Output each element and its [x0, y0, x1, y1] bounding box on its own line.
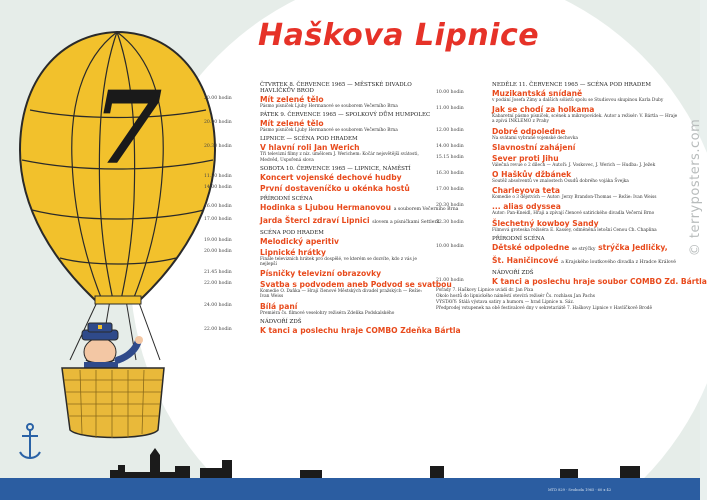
event-time: 12.00 hodin	[436, 127, 464, 133]
event	[204, 280, 452, 300]
day-heading: NÁDVOŘÍ ZDŠ	[260, 318, 302, 325]
event-name: Lipnické hrátky	[260, 247, 326, 257]
balloon-number: 7	[93, 69, 163, 187]
event-time: 22.00 hodin	[204, 281, 232, 287]
event-time: 20.00 hodin	[204, 248, 232, 254]
event-time: 10.00 hodin	[436, 243, 464, 249]
basket-icon	[62, 368, 164, 438]
event-name: Slavnostní zahájení	[492, 142, 576, 152]
event	[204, 95, 432, 109]
event-time: 20.30 hodin	[436, 203, 464, 209]
event-note: a Krajského loutkového divadla z Hradce Králové	[561, 259, 677, 265]
event-name	[260, 215, 440, 227]
event	[436, 154, 681, 168]
event-time: 15.15 hodin	[436, 154, 464, 160]
event-desc: Komedie O. Daňka — Hrají členové Městských divadel pražských — Režie: Ivan Weiss	[260, 289, 423, 300]
event	[204, 215, 440, 227]
event-desc: Na svátami vybrané vojenské dechovka	[492, 135, 578, 141]
event-time: 21.00 hodin	[436, 277, 464, 283]
event-name: ... alias odyssea	[492, 202, 561, 212]
footer-line: Předprodej vstupenek na obě festivalové dny v sekretariátě 7. Haškovy Lipnice v Havlíčkově Brodě	[436, 306, 653, 312]
event-desc: v podání Josefa Zímy a dalších sólistů spolu se Studiovou skupinou Karla Duby	[492, 98, 664, 103]
event-time: 20.00 hodin	[204, 96, 232, 101]
day-heading: PŘÍRODNÍ SCÉNA	[260, 195, 313, 202]
event-desc: Filmová groteska režiséra E. Kassey, odměněná letošní Cenou Ch. Chaplina	[492, 227, 657, 233]
day-heading: NÁDVOŘÍ ZDŠ	[492, 269, 534, 276]
event-time: 20.00 hodin	[204, 120, 232, 126]
event-time: 16.30 hodin	[436, 171, 464, 177]
event-name: Koncert vojenské dechové hudby	[260, 172, 402, 182]
event-time: 16.00 hodin	[204, 203, 232, 209]
day-heading: SCÉNA POD HRADEM	[260, 229, 324, 236]
event-note: a souborem Večerního Brna	[393, 206, 459, 212]
event-desc: Premiéra čs. filmové veselohry režiséra Zdeňka Podskalského	[260, 310, 395, 316]
event	[436, 256, 681, 267]
event-name: V hlavní roli Jan Werich	[260, 143, 360, 153]
event-name-text: Dětské odpoledne	[492, 242, 570, 252]
event-name-text: Št. Haničincové	[492, 255, 559, 265]
day-heading: LIPNICE — SCÉNA POD HRADEM	[260, 136, 358, 143]
event-desc: Pásmo písniček Ljuby Hermanové se souborem Večerního Brna	[260, 128, 398, 134]
event-name: O Haškův džbánek	[492, 170, 572, 180]
event	[204, 302, 432, 316]
day-heading: PÁTEK 9. ČERVENCE 1965 — SPOLKOVÝ DŮM HUMPOLEC	[260, 112, 431, 119]
print-code: MTD 829 · Svoboda 1965 · 60 x 42	[548, 488, 612, 492]
event-name: Sever proti Jihu	[492, 153, 559, 163]
event-desc: Kabaretní pásmo písniček, scének a mikropovídek. Autor a režisér: V. Bártla — Hraje a zpívá INKLEMO z Prahy	[492, 114, 678, 125]
event-name: Bílá paní	[260, 301, 298, 311]
event	[436, 170, 681, 184]
event-desc: Válečná revue o 2 dílech — Autoři: J. Voskovec, J. Werich — Hudba: J. Ježek	[492, 162, 656, 168]
event-time: 14.00 hodin	[204, 184, 232, 190]
side-watermark: © terryposters.com	[687, 118, 703, 257]
event	[436, 186, 681, 200]
event-desc: Finále televizních hrátek pro dospělé, ve kterém se dozvíte, kdo z vás je nejlepší	[260, 256, 417, 268]
event-time: 10.00 hodin	[436, 90, 464, 95]
event-name: Muzikantská snídaně	[492, 89, 583, 98]
event-name: Mít zelené tělo	[260, 95, 324, 104]
event-desc: Autor: Pan-Kneidl, Hraji a zpívají členové satirického divadla Večerní Brno	[492, 211, 655, 217]
event	[436, 202, 681, 216]
event	[204, 143, 432, 162]
anchor-icon	[20, 424, 40, 458]
event	[204, 184, 432, 193]
event-time: 17.00 hodin	[204, 216, 232, 222]
event	[204, 269, 432, 278]
event-time: 21.45 hodin	[204, 270, 232, 276]
event-name	[492, 243, 681, 254]
day-heading: PŘÍRODNÍ SCÉNA	[492, 235, 545, 242]
day-heading: ČTVRTEK 8. ČERVENCE 1965 — MĚSTSKÉ DIVADLO HAVLÍČKŮV BROD	[260, 82, 412, 94]
event-name: První dostaveníčko u okénka hostů	[260, 183, 410, 193]
footer-line: VÝSTAVY: Stálá výstava satiry a humoru — hrad Lipnice n. Sáz.	[436, 300, 575, 306]
event	[204, 173, 432, 182]
event-name-tail: strýčka Jedličky,	[598, 242, 668, 252]
event-name: Svatba s podvodem aneb Podvod se svatbou	[260, 280, 452, 290]
event-time: 11.00 hodin	[436, 106, 464, 112]
event-name-text: Hodinka s Ljubou Hermanovou	[260, 202, 392, 212]
footer-line: Okolo hostů do lipnického náměstí otevírá režisér Čs. rozhlasu Jan Pachs	[436, 294, 595, 300]
event	[436, 127, 681, 141]
event	[436, 219, 681, 233]
event-name: Písničky televizní obrazovky	[260, 269, 382, 279]
event-time: 14.00 hodin	[436, 143, 464, 149]
event-time: 11.30 hodin	[204, 173, 232, 179]
event-time: 20.30 hodin	[204, 144, 232, 150]
event-note: se strýčky	[571, 246, 596, 252]
event-name: K tanci a poslechu hraje COMBO Zdeňka Bártla	[260, 325, 461, 335]
event-name: Dobré odpoledne	[492, 126, 566, 136]
event	[204, 248, 432, 267]
event-desc: Soutěž absolventů ve znalostech Osudů dobrého vojáka Švejka	[492, 179, 629, 185]
event	[436, 243, 681, 254]
event-time: 22.30 hodin	[436, 219, 464, 225]
event-desc: Pásmo písniček Ljuby Hermanové se souborem Večerního Brna	[260, 104, 398, 109]
event-time: 22.00 hodin	[204, 326, 232, 332]
event-time: 24.00 hodin	[204, 302, 232, 308]
day-heading: SOBOTA 10. ČERVENCE 1965 — LIPNICE, NÁMĚSTÍ	[260, 165, 411, 172]
event-name-text: Jarda Štercl zdraví Lipnici	[260, 215, 370, 225]
event-desc: Komedie o 3 dějstvích — Autor: Jerzy Brandon-Thomas — Režie: Ivan Weiss	[492, 195, 657, 201]
event-name	[492, 256, 681, 267]
event-name: Šlechetný kowboy Sandy	[492, 218, 599, 228]
event-name: Mít zelené tělo	[260, 119, 324, 129]
event-note: slovem a písničkami Settlerů	[372, 219, 440, 225]
event	[436, 276, 707, 286]
poster-title: Haškova Lipnice	[258, 18, 540, 53]
event-time: 19.00 hodin	[204, 237, 232, 243]
event	[204, 325, 461, 335]
event-name: K tanci a poslechu hraje soubor COMBO Zd. Bártla	[492, 276, 707, 286]
day-heading: NEDĚLE 11. ČERVENCE 1965 — SCÉNA POD HRADEM	[492, 82, 651, 88]
event-name: Jak se chodí za holkama	[492, 105, 595, 115]
event-name: Melodický aperitiv	[260, 236, 339, 246]
event-desc: Tři televizní filmy z níz. umělcem J. Werichem: Kočár nejsvětější svátosti, Medvěd, Uspořená slova	[260, 152, 419, 163]
event	[204, 119, 432, 133]
event-time: 17.00 hodin	[436, 187, 464, 193]
event-name: Charleyova teta	[492, 186, 561, 196]
event	[436, 143, 681, 152]
event	[436, 89, 681, 103]
event	[204, 237, 432, 246]
footer-line: Pořady 7. Haškovy Lipnice uvádí dr. Jan Pixa	[436, 287, 534, 293]
event	[436, 105, 681, 124]
